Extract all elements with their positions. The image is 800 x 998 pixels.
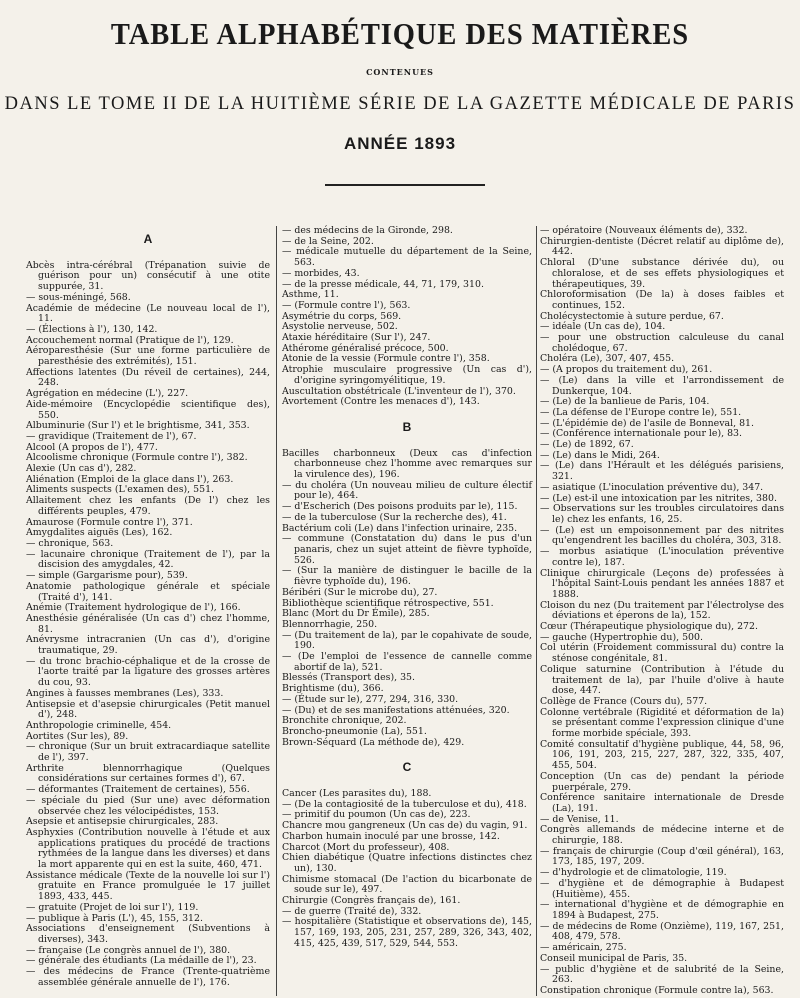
index-entry: — générale des étudiants (La médaille de l'), 23. <box>26 955 257 967</box>
index-entry: Asymétrie du corps, 569. <box>282 310 402 322</box>
index-entry: — chronique (Sur un bruit extracardiaque satellite de l'), 397. <box>26 741 270 764</box>
index-entry: Cancer (Les parasites du), 188. <box>282 788 432 800</box>
page-title: TABLE ALPHABÉTIQUE DES MATIÈRES <box>110 16 690 51</box>
index-entry: Accouchement normal (Pratique de l'), 129. <box>26 334 234 346</box>
entry-list-b <box>282 449 532 749</box>
index-entry: — du tronc brachio-céphalique et de la crosse de l'aorte traité par la ligature des grosses artères du cou, 93. <box>26 655 270 689</box>
index-entry: Conseil municipal de Paris, 35. <box>540 952 688 964</box>
index-entry: Chloroformisation (De la) à doses faibles et continues, 152. <box>540 289 784 311</box>
index-entry: — (Conférence internationale pour le), 83. <box>540 428 742 440</box>
index-entry: Colique saturnine (Contribution à l'étude du traitement de la), par l'huile d'olive à haute dose, 447. <box>540 663 784 697</box>
page-subtitle: DANS LE TOME II DE LA HUITIÈME SÉRIE DE LA GAZETTE MÉDICALE DE PARIS <box>4 94 796 114</box>
index-entry: Cœur (Thérapeutique physiologique du), 272. <box>540 621 758 633</box>
index-entry: — d'hydrologie et de climatologie, 119. <box>540 867 727 879</box>
index-entry: — (Formule contre l'), 563. <box>282 299 411 311</box>
index-entry: Blennorrhagie, 250. <box>282 618 378 630</box>
index-entry: Allaitement chez les enfants (De l') chez les différents peuples, 479. <box>26 495 270 517</box>
index-entry: Chirurgie (Congrès français de), 161. <box>282 895 461 907</box>
index-entry: — des médecins de la Gironde, 298. <box>282 225 453 236</box>
index-entry: Abcès intra-cérébral (Trépanation suivie de guérison pour un) consécutif à une otite suppurée, 31. <box>26 259 270 293</box>
index-entry: Congrès allemands de médecine interne et de chirurgie, 188. <box>540 824 784 847</box>
index-entry: — primitif du poumon (Un cas de), 223. <box>282 809 471 821</box>
index-entry: — (Sur la manière de distinguer le bacille de la fièvre typhoïde du), 196. <box>282 565 532 588</box>
index-entry: Auscultation obstétricale (L'inventeur de l'), 370. <box>282 385 516 397</box>
index-entry: Atrophie musculaire progressive (Un cas d'), d'origine syringomyélitique, 19. <box>282 364 532 386</box>
index-entry: Conception (Un cas de) pendant la période puerpérale, 279. <box>540 770 784 793</box>
index-entry: Antisepsie et d'asepsie chirurgicales (Petit manuel d'), 248. <box>26 698 270 721</box>
index-entry: Aliments suspects (L'examen des), 551. <box>26 484 215 496</box>
index-entry: — (A propos du traitement du), 261. <box>540 364 713 376</box>
index-entry: Bacilles charbonneux (Deux cas d'infection charbonneuse chez l'homme avec remarques sur la virulence des), 196. <box>282 447 532 481</box>
index-entry: Broncho-pneumonie (La), 551. <box>282 725 427 737</box>
index-entry: Amaurose (Formule contre l'), 371. <box>26 516 193 528</box>
index-entry: Asthme, 11. <box>282 289 339 301</box>
index-entry: Chien diabétique (Quatre infections distinctes chez un), 130. <box>282 852 532 874</box>
index-entry: — de Venise, 11. <box>540 813 619 825</box>
index-entry: Charcot (Mort du professeur), 408. <box>282 841 450 853</box>
index-entry: Albuminurie (Sur l') et le brightisme, 341, 353. <box>26 420 250 432</box>
index-entry: Agrégation en médecine (L'), 227. <box>26 388 189 400</box>
index-entry: — (Le) dans la ville et l'arrondissement de Dunkerque, 104. <box>540 374 784 397</box>
index-entry: — idéale (Un cas de), 104. <box>540 321 666 333</box>
index-entry: Choléra (Le), 307, 407, 455. <box>540 353 675 365</box>
index-entry: — (De la contagiosité de la tuberculose et du), 418. <box>282 798 527 810</box>
index-entry: Brightisme (du), 366. <box>282 683 384 695</box>
index-entry: Alexie (Un cas d'), 282. <box>26 463 137 475</box>
index-entry: Chimisme stomacal (De l'action du bicarbonate de soude sur le), 497. <box>282 873 532 896</box>
index-entry: — gravidique (Traitement de l'), 67. <box>26 430 197 442</box>
index-entry: Affections latentes (Du réveil de certaines), 244, 248. <box>26 366 270 389</box>
title-rule <box>325 184 485 186</box>
index-entry: Comité consultatif d'hygiène publique, 44, 58, 96, 106, 191, 203, 215, 227, 287, 322, 335, 407, 455, 504. <box>540 738 784 772</box>
index-entry: — gauche (Hypertrophie du), 500. <box>540 631 703 643</box>
index-entry: Asphyxies (Contribution nouvelle à l'étude et aux applications pratiques du procédé de tractions rythmées de la langue dans les diverses) et dans la mort apparente qui en est la suite, 460, 471. <box>26 826 270 871</box>
index-entry: — (Le) dans l'Hérault et les délégués parisiens, 321. <box>540 460 784 483</box>
index-entry: Asystolie nerveuse, 502. <box>282 321 398 333</box>
index-entry: — (Du) et de ses manifestations atténuées, 320. <box>282 704 510 716</box>
index-entry: — lacunaire chronique (Traitement de l'), par la discision des amygdales, 42. <box>26 548 270 571</box>
index-entry: — d'Escherich (Des poisons produits par le), 115. <box>282 501 518 513</box>
index-entry: — déformantes (Traitement de certaines), 556. <box>26 784 250 796</box>
index-entry: — sous-méningé, 568. <box>26 291 131 303</box>
index-entry: — (Le) de 1892, 67. <box>540 439 634 451</box>
index-entry: — (Le) est-il une intoxication par les nitrites, 380. <box>540 492 777 504</box>
index-entry: — opératoire (Nouveaux éléments de), 332. <box>540 225 748 236</box>
index-entry: Angines à fausses membranes (Les), 333. <box>26 687 224 699</box>
index-entry: Aéroparesthésie (Sur une forme particulière de paresthésie des extrémités), 151. <box>26 345 270 368</box>
index-entry: Avortement (Contre les menaces d'), 143. <box>282 396 480 408</box>
index-entry: — spéciale du pied (Sur une) avec déformation observée chez les vélocipédistes, 153. <box>26 794 270 817</box>
index-entry: Anesthésie généralisée (Un cas d') chez l'homme, 81. <box>26 612 270 635</box>
index-entry: Chancre mou gangreneux (Un cas de) du vagin, 91. <box>282 820 528 832</box>
index-entry: — (Le) dans le Midi, 264. <box>540 449 660 461</box>
index-entry: — chronique, 563. <box>26 537 114 549</box>
column-divider-2 <box>536 226 537 996</box>
entry-list-a-cont <box>282 226 532 408</box>
index-entry: Aortites (Sur les), 89. <box>26 730 129 742</box>
index-entry: Béribéri (Sur le microbe du), 27. <box>282 586 438 598</box>
index-entry: Assistance médicale (Texte de la nouvelle loi sur l') gratuite en France promulguée le 17 juillet 1893, 433, 445. <box>26 869 270 903</box>
index-entry: Chirurgien-dentiste (Décret relatif au diplôme de), 442. <box>540 235 784 258</box>
index-entry: — gratuite (Projet de loi sur l'), 119. <box>26 901 199 913</box>
index-entry: Alcoolisme chronique (Formule contre l'), 382. <box>26 452 248 464</box>
year-heading: ANNÉE 1893 <box>343 134 457 153</box>
index-column-2 <box>282 226 532 950</box>
index-entry: — pour une obstruction calculeuse du canal cholédoque, 67. <box>540 332 784 354</box>
index-entry: — (Le) est un empoisonnement par des nitrites qu'engendrent les bacilles du choléra, 303, 318. <box>540 524 784 547</box>
index-entry: Blessés (Transport des), 35. <box>282 672 415 684</box>
index-entry: Amygdalites aiguës (Les), 162. <box>26 527 173 539</box>
index-entry: Bronchite chronique, 202. <box>282 715 407 727</box>
index-entry: Anémie (Traitement hydrologique de l'), 166. <box>26 602 241 614</box>
column-divider-1 <box>276 226 277 996</box>
index-entry: — Observations sur les troubles circulatoires dans le) chez les enfants, 16, 25. <box>540 503 784 525</box>
index-entry: — de médecins de Rome (Onzième), 119, 167, 251, 408, 479, 578. <box>540 920 784 943</box>
index-entry: — d'hygiène et de démographie à Budapest (Huitième), 455. <box>540 877 784 900</box>
index-entry: — (L'épidémie de) de l'asile de Bonneval, 81. <box>540 417 754 429</box>
index-entry: Anthropologie criminelle, 454. <box>26 719 172 731</box>
index-entry: Constipation chronique (Formule contre la), 563. <box>540 984 774 996</box>
index-entry: Col utérin (Froidement commissural du) contre la sténose congénitale, 81. <box>540 642 784 665</box>
index-entry: Cloison du nez (Du traitement par l'électrolyse des déviations et éperons de la), 152. <box>540 599 784 622</box>
index-entry: — médicale mutuelle du département de la Seine, 563. <box>282 246 532 269</box>
section-letter-c: C <box>402 760 412 775</box>
index-entry: — de la Seine, 202. <box>282 235 374 247</box>
index-entry: — (Élections à l'), 130, 142. <box>26 323 158 335</box>
index-entry: — simple (Gargarisme pour), 539. <box>26 570 188 582</box>
index-entry: — asiatique (L'inoculation préventive du), 347. <box>540 481 764 493</box>
index-entry: Colonne vertébrale (Rigidité et déformation de la) se présentant comme l'expression clinique d'une forme morbide spéciale, 393. <box>540 706 784 740</box>
index-entry: — des médecins de France (Trente-quatrième assemblée générale annuelle de l'), 176. <box>26 966 270 988</box>
index-entry: Anévrysme intracranien (Un cas d'), d'origine traumatique, 29. <box>26 634 270 657</box>
index-entry: Atonie de la vessie (Formule contre l'), 358. <box>282 353 490 365</box>
index-entry: — de guerre (Traité de), 332. <box>282 905 422 917</box>
index-entry: — morbides, 43. <box>282 267 360 279</box>
index-entry: — français de chirurgie (Coup d'œil général), 163, 173, 185, 197, 209. <box>540 845 784 868</box>
contenues-label: CONTENUES <box>366 67 434 77</box>
index-entry: Académie de médecine (Le nouveau local de l'), 11. <box>26 302 270 325</box>
index-entry: Charbon humain inoculé par une brosse, 142. <box>282 830 500 842</box>
index-entry: Anatomie pathologique générale et spéciale (Traité d'), 141. <box>26 580 270 603</box>
index-entry: — de la presse médicale, 44, 71, 179, 310. <box>282 278 484 290</box>
index-entry: — morbus asiatique (L'inoculation préventive contre le), 187. <box>540 546 784 568</box>
index-entry: Associations d'enseignement (Subventions à diverses), 343. <box>26 923 270 945</box>
index-entry: Alcool (A propos de l'), 477. <box>26 441 158 453</box>
index-entry: — (Étude sur le), 277, 294, 316, 330. <box>282 693 459 705</box>
index-entry: Collège de France (Cours du), 577. <box>540 695 708 707</box>
index-entry: — publique à Paris (L'), 45, 155, 312. <box>26 912 203 924</box>
index-entry: Brown-Séquard (La méthode de), 429. <box>282 736 465 748</box>
index-column-1 <box>26 234 270 989</box>
index-entry: — française (Le congrès annuel de l'), 380. <box>26 944 231 956</box>
index-entry: — du choléra (Un nouveau milieu de culture électif pour le), 464. <box>282 479 532 502</box>
section-letter-a: A <box>143 232 153 246</box>
index-entry: — de la tuberculose (Sur la recherche des), 41. <box>282 511 507 523</box>
index-entry: Bactérium coli (Le) dans l'infection urinaire, 235. <box>282 522 518 534</box>
index-entry: — commune (Constatation du) dans le pus d'un panaris, chez un sujet atteint de fièvre typhoïde, 526. <box>282 533 532 566</box>
index-entry: Athérome généralisé précoce, 500. <box>282 342 449 354</box>
index-entry: — (De l'emploi de l'essence de cannelle comme abortif de la), 521. <box>282 651 532 673</box>
index-entry: Conférence sanitaire internationale de Dresde (La), 191. <box>540 792 784 814</box>
index-entry: Ataxie héréditaire (Sur l'), 247. <box>282 332 431 344</box>
entry-list-a <box>26 261 270 989</box>
index-entry: Asepsie et antisepsie chirurgicales, 283. <box>26 816 219 828</box>
index-entry: Cholécystectomie à suture perdue, 67. <box>540 310 724 322</box>
index-entry: — international d'hygiène et de démographie en 1894 à Budapest, 275. <box>540 899 784 921</box>
index-entry: Clinique chirurgicale (Leçons de) professées à l'hôpital Saint-Louis pendant les années 1887 et 1888. <box>540 567 784 600</box>
index-entry: Aide-mémoire (Encyclopédie scientifique des), 550. <box>26 398 270 421</box>
section-letter-b: B <box>402 419 412 434</box>
index-entry: Bibliothèque scientifique rétrospective, 551. <box>282 597 494 609</box>
index-entry: Aliénation (Emploi de la glace dans l'), 263. <box>26 473 234 485</box>
index-entry: — hospitalière (Statistique et observations de), 145, 157, 169, 193, 205, 231, 257, 289, 326, 343, 402, 415, 425, 439, 517, 529, 544, 553. <box>282 916 532 949</box>
index-entry: Arthrite blennorrhagique (Quelques considérations sur certaines formes d'), 67. <box>26 762 270 785</box>
index-entry: — public d'hygiène et de salubrité de la Seine, 263. <box>540 963 784 986</box>
index-entry: — (La défense de l'Europe contre le), 551. <box>540 406 742 418</box>
index-column-3 <box>540 226 784 997</box>
entry-list-c-cont <box>540 226 784 997</box>
entry-list-c <box>282 789 532 950</box>
index-entry: Chloral (D'une substance dérivée du), ou chloralose, et de ses effets physiologiques et thérapeutiques, 39. <box>540 257 784 290</box>
index-entry: — (Du traitement de la), par le copahivate de soude, 190. <box>282 629 532 652</box>
index-entry: — américain, 275. <box>540 942 627 954</box>
index-entry: — (Le) de la banlieue de Paris, 104. <box>540 396 710 408</box>
index-entry: Blanc (Mort du Dr Émile), 285. <box>282 608 430 620</box>
